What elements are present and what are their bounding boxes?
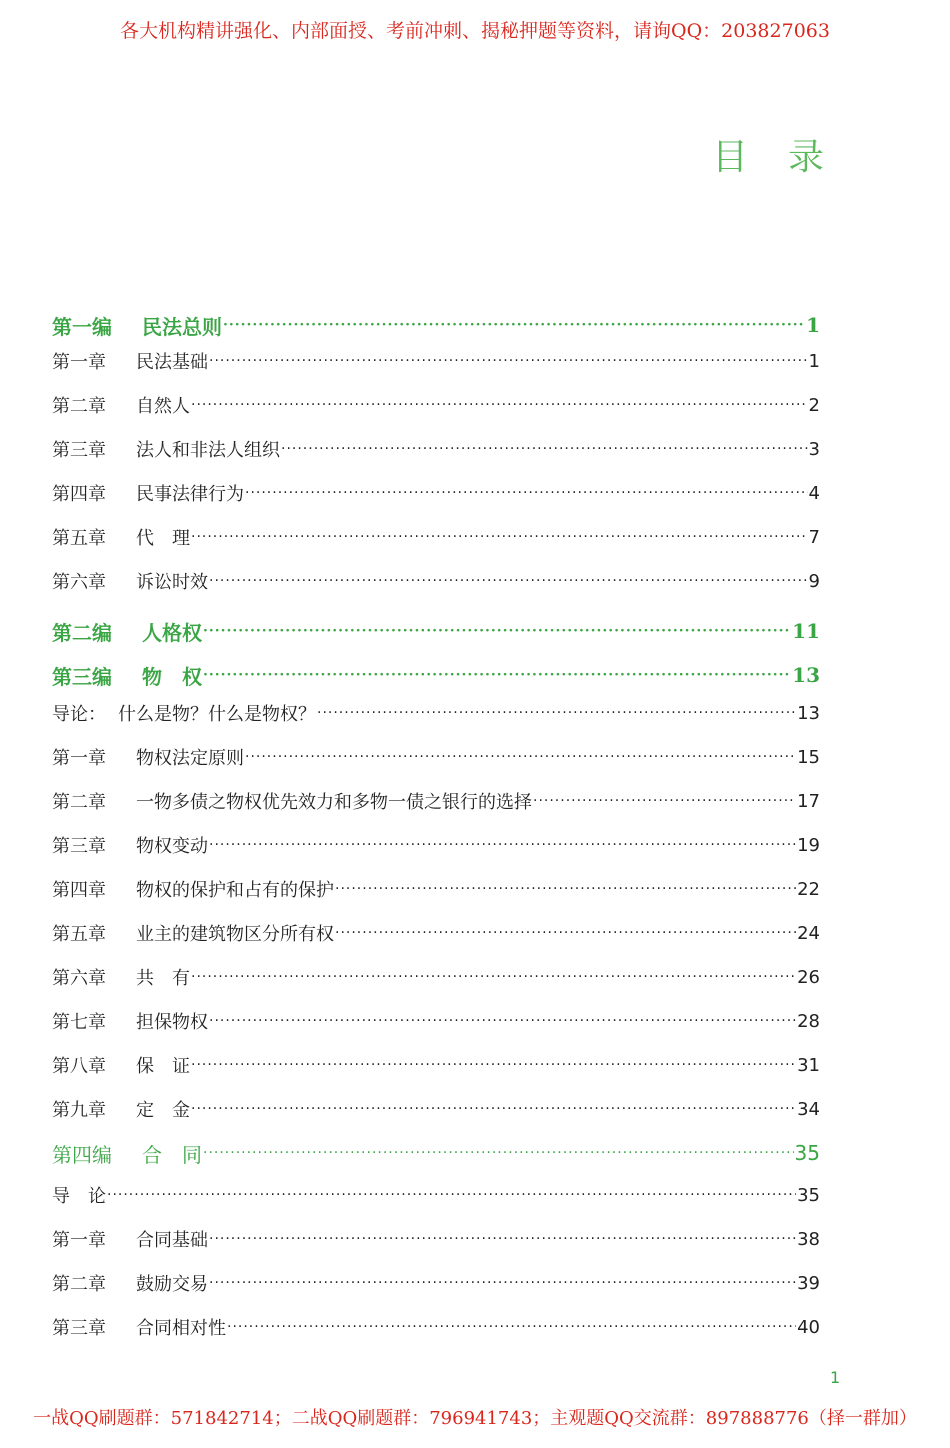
toc-entry-label — [52, 480, 244, 506]
toc-entry-label — [52, 1052, 190, 1078]
toc-entry-title: 合同相对性 — [136, 1318, 226, 1339]
toc-dot-leader — [533, 790, 796, 812]
toc-entry-label — [52, 920, 334, 946]
page-title: 目录 — [712, 137, 865, 178]
toc-entry-number: 第一章 — [52, 748, 106, 769]
toc-page-number: 35 — [797, 1184, 820, 1206]
toc-page-number: 40 — [797, 1316, 820, 1338]
toc-page-number: 24 — [797, 922, 820, 944]
toc-page-number: 34 — [797, 1098, 820, 1120]
toc-entry-title: 民法总则 — [142, 314, 222, 339]
toc-page-number: 17 — [797, 790, 820, 812]
toc-entry-title: 自然人 — [136, 396, 190, 417]
toc-chapter-row — [52, 1312, 820, 1342]
toc-dot-leader — [203, 1142, 794, 1164]
toc-part-row — [52, 616, 820, 646]
toc-chapter-row — [52, 1224, 820, 1254]
toc-entry-label — [52, 1270, 208, 1296]
toc-entry-title: 物权变动 — [136, 836, 208, 857]
toc-entry-label — [52, 392, 190, 418]
toc-page-number: 9 — [808, 570, 820, 592]
toc-dot-leader — [281, 438, 808, 460]
toc-entry-label — [52, 744, 244, 770]
toc-entry-title: 法人和非法人组织 — [136, 440, 280, 461]
toc-dot-leader — [245, 746, 796, 768]
toc-entry-title: 民法基础 — [136, 352, 208, 373]
toc-part-row — [52, 1138, 820, 1168]
toc-dot-leader — [191, 526, 808, 548]
toc-entry-title: 人格权 — [142, 620, 202, 645]
toc-chapter-row — [52, 962, 820, 992]
toc-dot-leader — [203, 620, 791, 642]
toc-entry-label — [52, 524, 190, 550]
toc-entry-number: 第二章 — [52, 1274, 106, 1295]
toc-chapter-row — [52, 1268, 820, 1298]
toc-entry-number: 第二章 — [52, 792, 106, 813]
toc-dot-leader — [107, 1184, 796, 1206]
toc-page-number: 38 — [797, 1228, 820, 1250]
toc-entry-number: 第五章 — [52, 528, 106, 549]
toc-entry-label — [52, 1314, 226, 1340]
toc-dot-leader — [191, 1098, 796, 1120]
toc-entry-title: 共 有 — [136, 968, 190, 989]
toc-entry-label — [52, 1139, 202, 1168]
toc-entry-number: 第一章 — [52, 1230, 106, 1251]
toc-page-number: 1 — [808, 350, 820, 372]
toc-entry-title: 民事法律行为 — [136, 484, 244, 505]
toc-entry-number: 第四编 — [52, 1142, 112, 1167]
toc-entry-number: 第七章 — [52, 1012, 106, 1033]
toc-entry-title: 代 理 — [136, 528, 190, 549]
toc-page-number: 7 — [808, 526, 820, 548]
toc-entry-title: 物 权 — [142, 664, 202, 689]
toc-entry-number: 第三章 — [52, 440, 106, 461]
toc-chapter-row — [52, 346, 820, 376]
toc-page-number: 31 — [797, 1054, 820, 1076]
toc-chapter-row — [52, 874, 820, 904]
toc-entry-label — [52, 1182, 106, 1208]
toc-chapter-row — [52, 830, 820, 860]
toc-dot-leader — [209, 570, 808, 592]
toc-chapter-row — [52, 1006, 820, 1036]
toc-entry-number: 第二编 — [52, 620, 112, 645]
toc-chapter-row — [52, 478, 820, 508]
toc-entry-number: 第六章 — [52, 968, 106, 989]
toc-entry-title: 物权法定原则 — [136, 748, 244, 769]
toc-entry-number: 第二章 — [52, 396, 106, 417]
toc-page-number: 22 — [797, 878, 820, 900]
toc-entry-label — [52, 700, 316, 726]
toc-entry-label — [52, 348, 208, 374]
toc-chapter-row — [52, 698, 820, 728]
toc-chapter-row — [52, 434, 820, 464]
toc-page-number: 13 — [792, 663, 820, 687]
toc-dot-leader — [209, 350, 808, 372]
toc-page-number: 3 — [808, 438, 820, 460]
toc-dot-leader — [317, 702, 796, 724]
toc-chapter-row — [52, 566, 820, 596]
toc-dot-leader — [245, 482, 808, 504]
toc-entry-label — [52, 1096, 190, 1122]
toc-entry-label — [52, 311, 222, 340]
toc-entry-label — [52, 661, 202, 690]
toc-part-row — [52, 310, 820, 340]
toc-entry-label — [52, 568, 208, 594]
contact-banner-bottom: 一战QQ刷题群：571842714；二战QQ刷题群：796941743；主观题QQ交流群：897888776（择一群加） — [33, 1408, 917, 1429]
toc-chapter-row — [52, 1050, 820, 1080]
toc-entry-label — [52, 617, 202, 646]
toc-entry-number: 第四章 — [52, 880, 106, 901]
toc-chapter-row — [52, 1180, 820, 1210]
toc-page-number: 11 — [792, 619, 820, 643]
toc-page-number: 1 — [806, 313, 820, 337]
toc-entry-title: 保 证 — [136, 1056, 190, 1077]
toc-chapter-row — [52, 742, 820, 772]
toc-entry-title: 鼓励交易 — [136, 1274, 208, 1295]
toc-entry-number: 第一编 — [52, 314, 112, 339]
toc-dot-leader — [191, 966, 796, 988]
toc-chapter-row — [52, 522, 820, 552]
toc-dot-leader — [203, 664, 791, 686]
toc-entry-label — [52, 788, 532, 814]
toc-page-number: 26 — [797, 966, 820, 988]
toc-dot-leader — [209, 1228, 796, 1250]
toc-entry-number: 导论： — [52, 704, 106, 725]
toc-entry-label — [52, 832, 208, 858]
contact-banner-top: 各大机构精讲强化、内部面授、考前冲刺、揭秘押题等资料，请询QQ：203827063 — [120, 20, 830, 42]
toc-part-row — [52, 660, 820, 690]
toc-entry-label — [52, 436, 280, 462]
toc-dot-leader — [209, 1010, 796, 1032]
toc-entry-title: 业主的建筑物区分所有权 — [136, 924, 334, 945]
toc-chapter-row — [52, 390, 820, 420]
toc-dot-leader — [191, 1054, 796, 1076]
toc-entry-title: 一物多债之物权优先效力和多物一债之银行的选择 — [136, 792, 532, 813]
toc-entry-number: 第三编 — [52, 664, 112, 689]
toc-entry-label — [52, 964, 190, 990]
toc-chapter-row — [52, 918, 820, 948]
toc-page-number: 19 — [797, 834, 820, 856]
toc-dot-leader — [227, 1316, 796, 1338]
toc-dot-leader — [209, 1272, 796, 1294]
toc-chapter-row — [52, 786, 820, 816]
toc-page-number: 39 — [797, 1272, 820, 1294]
toc-page-number: 15 — [797, 746, 820, 768]
toc-entry-title: 定 金 — [136, 1100, 190, 1121]
toc-entry-number: 第九章 — [52, 1100, 106, 1121]
toc-entry-title: 诉讼时效 — [136, 572, 208, 593]
toc-entry-label — [52, 1226, 208, 1252]
toc-dot-leader — [223, 314, 805, 336]
toc-entry-number: 第八章 — [52, 1056, 106, 1077]
toc-entry-number: 第六章 — [52, 572, 106, 593]
toc-entry-title: 什么是物？什么是物权？ — [118, 704, 316, 725]
toc-page-number: 2 — [808, 394, 820, 416]
toc-entry-title: 物权的保护和占有的保护 — [136, 880, 334, 901]
toc-entry-label — [52, 876, 334, 902]
toc-entry-title: 合 同 — [142, 1142, 202, 1167]
toc-page-number: 35 — [794, 1141, 820, 1165]
toc-entry-number: 第一章 — [52, 352, 106, 373]
toc-entry-number: 导 论 — [52, 1186, 106, 1207]
toc-page-number: 13 — [797, 702, 820, 724]
toc-dot-leader — [209, 834, 796, 856]
toc-page-number: 4 — [808, 482, 820, 504]
toc-dot-leader — [335, 878, 796, 900]
toc-entry-number: 第三章 — [52, 836, 106, 857]
toc-entry-number: 第三章 — [52, 1318, 106, 1339]
page-number: 1 — [830, 1368, 841, 1387]
toc-page-number: 28 — [797, 1010, 820, 1032]
toc-entry-title: 担保物权 — [136, 1012, 208, 1033]
toc-entry-number: 第四章 — [52, 484, 106, 505]
toc-entry-number: 第五章 — [52, 924, 106, 945]
toc-entry-label — [52, 1008, 208, 1034]
toc-entry-title: 合同基础 — [136, 1230, 208, 1251]
toc-dot-leader — [335, 922, 796, 944]
toc-dot-leader — [191, 394, 808, 416]
toc-chapter-row — [52, 1094, 820, 1124]
table-of-contents — [52, 0, 820, 1448]
